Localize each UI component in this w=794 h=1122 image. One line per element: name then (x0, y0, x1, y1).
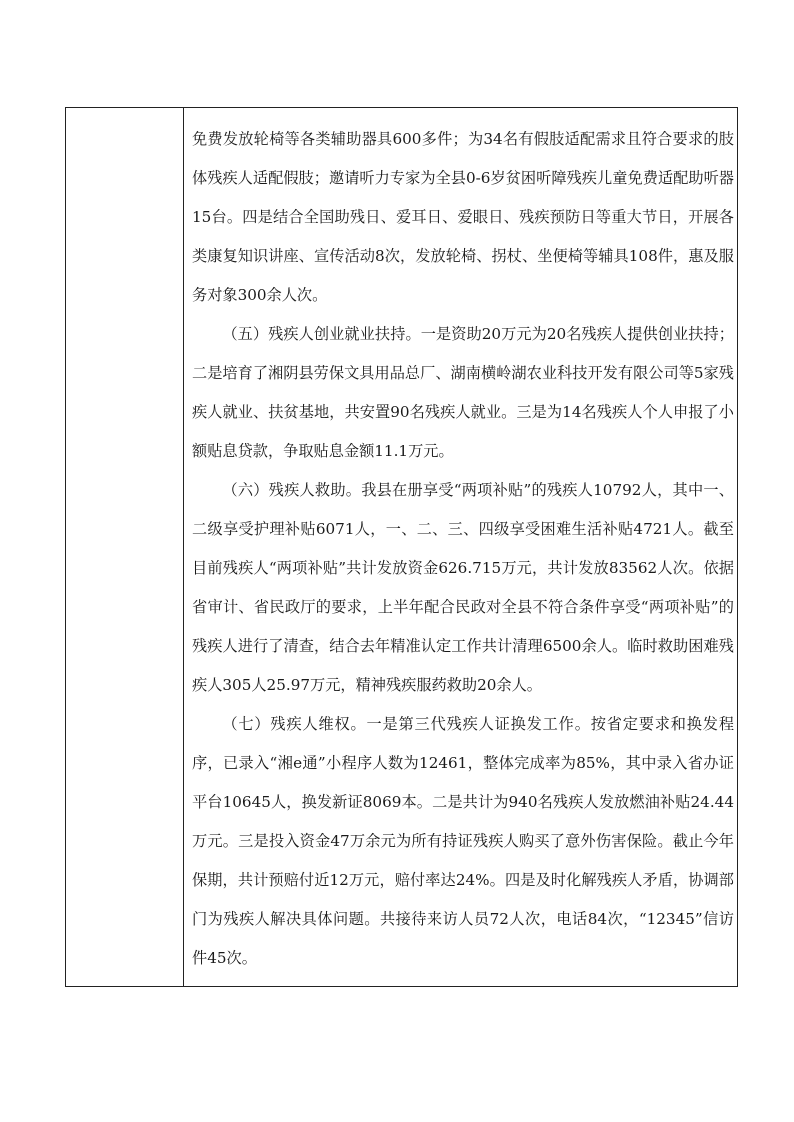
paragraph-rights-protection: （七）残疾人维权。一是第三代残疾人证换发工作。按省定要求和换发程序，已录入“湘e通”小程序人数为12461，整体完成率为85%，其中录入省办证平台10645人，换发新证8069本。二是共计为940名残疾人发放燃油补贴24.44万元。三是投入资金47万余元为所有持证残疾人购买了意外伤害保险。截止今年保期，共计预赔付近12万元，赔付率达24%。四是及时化解残疾人矛盾，协调部门为残疾人解决具体问题。共接待来访人员72人次，电话84次，“12345”信访件45次。 (192, 715, 734, 967)
table-content-cell (192, 120, 734, 978)
table-left-column (66, 108, 184, 986)
document-table (65, 107, 738, 987)
paragraph-rehab-continued: 免费发放轮椅等各类辅助器具600多件；为34名有假肢适配需求且符合要求的肢体残疾人适配假肢；邀请听力专家为全县0-6岁贫困听障残疾儿童免费适配助听器15台。四是结合全国助残日、爱耳日、爱眼日、残疾预防日等重大节日，开展各类康复知识讲座、宣传活动8次，发放轮椅、拐杖、坐便椅等辅具108件，惠及服务对象300余人次。 (192, 130, 734, 304)
paragraph-relief: （六）残疾人救助。我县在册享受“两项补贴”的残疾人10792人，其中一、二级享受护理补贴6071人，一、二、三、四级享受困难生活补贴4721人。截至目前残疾人“两项补贴”共计发放资金626.715万元，共计发放83562人次。依据省审计、省民政厅的要求，上半年配合民政对全县不符合条件享受“两项补贴”的残疾人进行了清查，结合去年精准认定工作共计清理6500余人。临时救助困难残疾人305人25.97万元，精神残疾服药救助20余人。 (192, 481, 734, 694)
paragraph-employment-support: （五）残疾人创业就业扶持。一是资助20万元为20名残疾人提供创业扶持；二是培育了湘阴县劳保文具用品总厂、湖南横岭湖农业科技开发有限公司等5家残疾人就业、扶贫基地，共安置90名残疾人就业。三是为14名残疾人个人申报了小额贴息贷款，争取贴息金额11.1万元。 (192, 325, 734, 460)
